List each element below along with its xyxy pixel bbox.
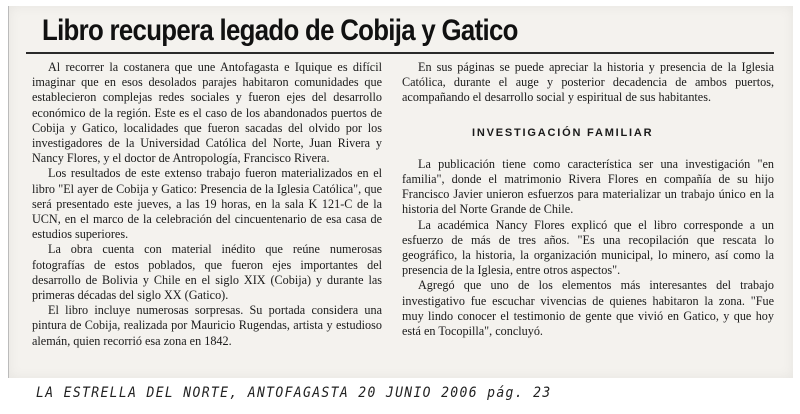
paragraph: Agregó que uno de los elementos más interesantes del trabajo investigativo fue escuchar vivencias de quienes habitaron la zona. "Fue muy lindo conocer el testimonio de gente que vivió en Gatico, y que hoy está en Tocopilla", concluyó. bbox=[402, 278, 774, 339]
paragraph: En sus páginas se puede apreciar la historia y presencia de la Iglesia Católica, durante el auge y posterior decadencia de ambos puertos, acompañando el desarrollo social y espiritual de sus habitantes. bbox=[402, 60, 774, 105]
paragraph: La obra cuenta con material inédito que reúne numerosas fotografías de estos poblados, que fueron ejes importantes del desarrollo de Bolivia y Chile en el siglo XIX (Cobija) y durante las primeras décadas del siglo XX (Gatico). bbox=[32, 242, 382, 303]
paragraph: El libro incluye numerosas sorpresas. Su portada considera una pintura de Cobija, realizada por Mauricio Rugendas, artista y estudioso alemán, quien recorrió esa zona en 1842. bbox=[32, 303, 382, 348]
paragraph: La académica Nancy Flores explicó que el libro corresponde a un esfuerzo de más de tres años. "Es una recopilación que rescata lo geográfico, la historia, la organización municipal, lo minero, así como la presencia de la Iglesia, entre otros aspectos". bbox=[402, 217, 774, 278]
article-column-left bbox=[32, 60, 382, 349]
paragraph: Al recorrer la costanera que une Antofagasta e Iquique es difícil imaginar que en esos desolados parajes habitaron comunidades que establecieron complejas redes sociales y fueron ejes del desarrollo económico de la región. Este es el caso de los abandonados puertos de Cobija y Gatico, localidades que fueron sacadas del olvido por los investigadores de la Universidad Católica del Norte, Juan Rivera y Nancy Flores, y el doctor de Antropología, Francisco Rivera. bbox=[32, 60, 382, 166]
handwritten-source-note: LA ESTRELLA DEL NORTE, ANTOFAGASTA 20 JUNIO 2006 pág. 23 bbox=[36, 385, 552, 401]
article-column-right bbox=[402, 60, 774, 339]
article-headline: Libro recupera legado de Cobija y Gatico bbox=[42, 14, 518, 47]
paragraph: La publicación tiene como característica ser una investigación "en familia", donde el matrimonio Rivera Flores en compañía de su hijo Francisco Javier unieron esfuerzos para materializar un trabajo único en la historia del Norte Grande de Chile. bbox=[402, 156, 774, 217]
paragraph: Los resultados de este extenso trabajo fueron materializados en el libro "El ayer de Cobija y Gatico: Presencia de la Iglesia Católica", que será presentado este jueves, a las 19 horas, en la sala K 121-C de la UCN, en el marco de la celebración del cincuentenario de esa casa de estudios superiores. bbox=[32, 166, 382, 242]
headline-rule bbox=[26, 52, 774, 54]
section-subhead: INVESTIGACIÓN FAMILIAR bbox=[472, 126, 654, 139]
